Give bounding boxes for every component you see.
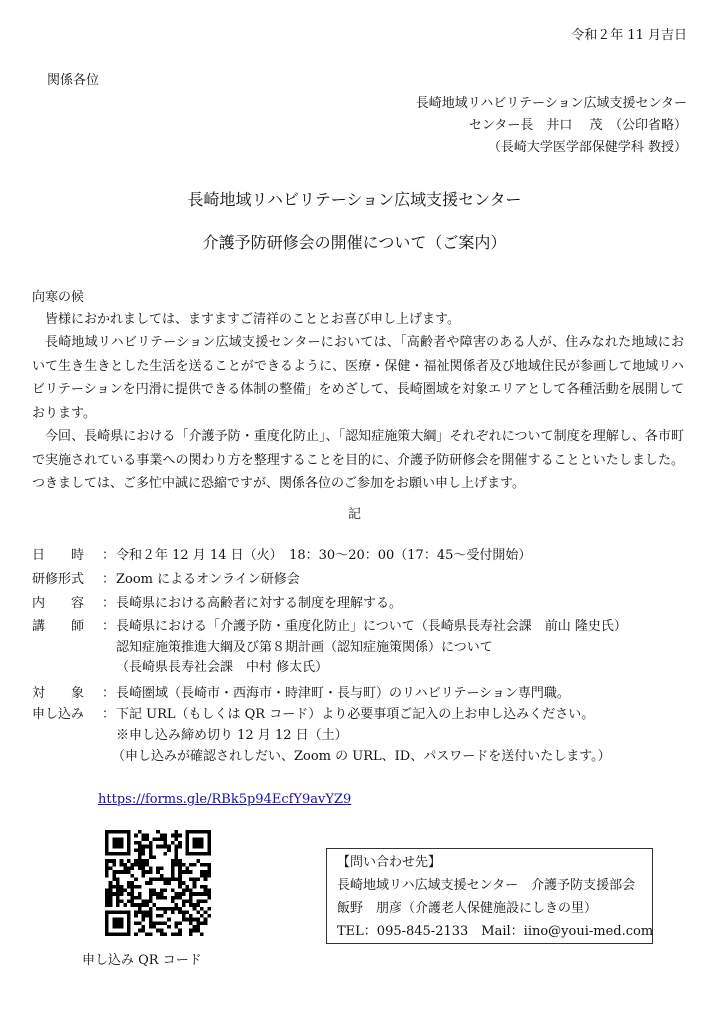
application-form-link[interactable]: https://forms.gle/RBk5p94EcfY9avYZ9 [98,792,352,807]
contact-heading: 【問い合わせ先】 [337,855,442,870]
detail-format [32,572,300,588]
detail-label: 日 時 [32,548,85,563]
contact-phone-email: TEL：095-845-2133 Mail：iino@youi-med.com [337,924,654,939]
detail-value: 長崎圏域（長崎市・西海市・時津町・長与町）のリハビリテーション専門職。 [116,686,570,701]
detail-label: 対 象 [32,686,85,701]
contact-organization: 長崎地域リハ広域支援センター 介護予防支援部会 [337,878,636,893]
detail-lecturer-line2: 認知症施策推進大綱及び第８期計画（認知症施策関係）について [116,640,493,655]
body-paragraph-2: 長崎地域リハビリテーション広域支援センターにおいては、「高齢者や障害のある人が、住みなれた地域において生き生きとした生活を送ることができるように、医療・保健・福祉関係者及び地域住民が参画して地域リハビリテーションを円滑に提供できる体制の整備」をめざして、長崎圏域を対象エリアとして各種活動を展開しております。 [32,335,684,421]
qr-code-caption: 申し込み QR コード [82,953,202,968]
detail-label: 内 容 [32,596,85,611]
sender-affiliation: （長崎大学医学部保健学科 教授） [487,140,687,155]
apply-note: （申し込みが確認されしだい、Zoom の URL、ID、パスワードを送付いたします。） [112,749,611,764]
detail-value: Zoom によるオンライン研修会 [116,572,300,587]
detail-lecturer [32,619,627,635]
detail-separator: ： [102,548,116,563]
detail-target [32,686,570,702]
seasonal-greeting: 向寒の候 [32,290,85,305]
detail-separator: ： [102,619,116,634]
detail-value: 下記 URL（もしくは QR コード）より必要事項ご記入の上お申し込みください。 [116,707,595,722]
addressee: 関係各位 [47,73,100,88]
document-title: 介護予防研修会の開催について（ご案内） [202,233,507,252]
sender-name: センター長 井口 茂 （公印省略） [468,118,687,133]
detail-separator: ： [102,707,116,722]
qr-code [105,830,211,936]
detail-separator: ： [102,686,116,701]
detail-datetime [32,548,531,564]
detail-label: 申し込み [32,707,85,722]
contact-person: 飯野 朋彦（介護老人保健施設にしきの里） [337,901,598,916]
detail-separator: ： [102,596,116,611]
detail-value: 令和２年 12 月 14 日（火） 18：30〜20：00（17：45〜受付開始） [116,548,532,563]
detail-value: 長崎県における「介護予防・重度化防止」について（長崎県長寿社会課 前山 隆史氏） [116,619,627,634]
detail-apply [32,707,594,723]
contact-box [326,848,653,944]
apply-deadline: ※申し込み締め切り 12 月 12 日（土） [116,728,348,743]
detail-content [32,596,402,612]
detail-label: 講 師 [32,619,85,634]
detail-lecturer-line3: （長崎県長寿社会課 中村 修太氏） [116,660,329,675]
ki-heading: 記 [347,507,361,522]
document-date: 令和２年 11 月吉日 [571,28,687,43]
detail-label: 研修形式 [32,572,85,587]
detail-value: 長崎県における高齢者に対する制度を理解する。 [116,596,403,611]
document-title-organization: 長崎地域リハビリテーション広域支援センター [187,190,522,209]
body-paragraph-1: 皆様におかれましては、ますますご清祥のこととお喜び申し上げます。 [45,312,460,327]
sender-organization: 長崎地域リハビリテーション広域支援センター [415,96,687,111]
detail-separator: ： [102,572,116,587]
body-paragraph-3: 今回、長崎県における「介護予防・重度化防止」、「認知症施策大綱」それぞれについて制度を理解し、各市町で実施されている事業への関わり方を整理することを目的に、介護予防研修会を開催することといたしました。つきましては、ご多忙中誠に恐縮ですが、関係各位のご参加をお願い申し上げます。 [32,429,684,491]
